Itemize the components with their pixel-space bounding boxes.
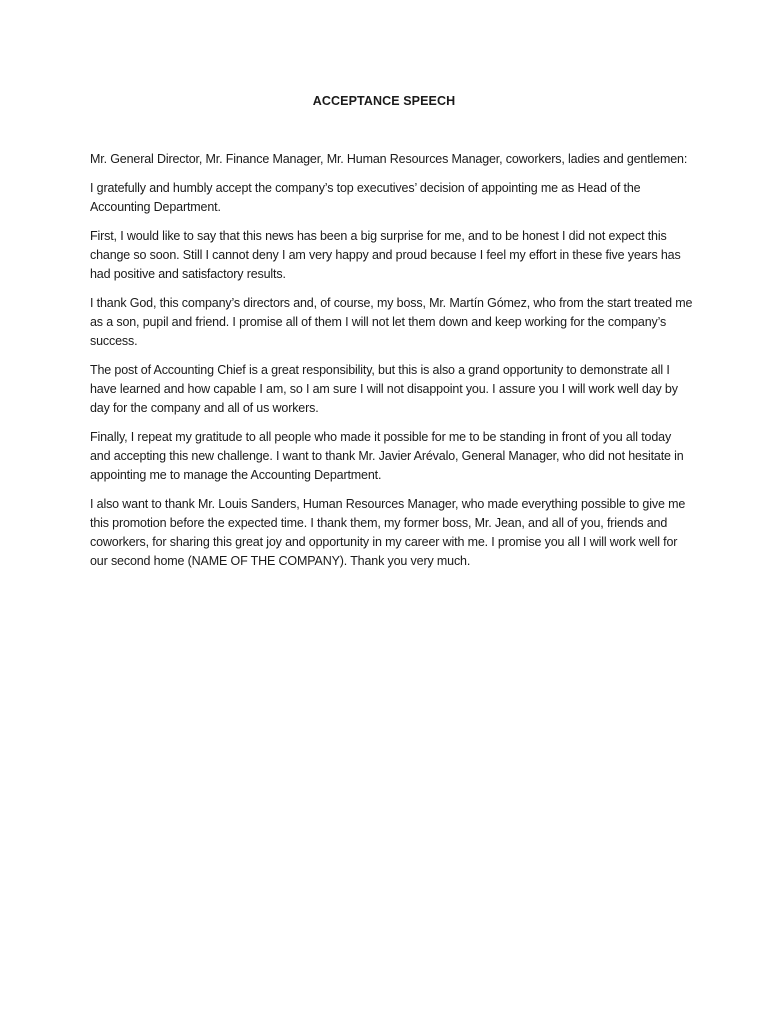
paragraph-surprise: First, I would like to say that this news has been a big surprise for me, and to be honest I did not expect this change so soon. Still I cannot deny I am very happy and proud because I feel my effort in these five years has had positive and satisfactory results.: [90, 229, 681, 281]
paragraph-responsibility: The post of Accounting Chief is a great responsibility, but this is also a grand opportunity to demonstrate all I have learned and how capable I am, so I am sure I will not disappoint you. I assure you I will work well day by day for the company and all of us workers.: [90, 363, 678, 415]
paragraph-gratitude: Finally, I repeat my gratitude to all people who made it possible for me to be standing in front of you all today and accepting this new challenge. I want to thank Mr. Javier Arévalo, General Manager, who did not hesitate in appointing me to manage the Accounting Department.: [90, 430, 684, 482]
paragraph-closing: I also want to thank Mr. Louis Sanders, Human Resources Manager, who made everything possible to give me this promotion before the expected time. I thank them, my former boss, Mr. Jean, and all of you, friends and coworkers, for sharing this great joy and opportunity in my career with me. I promise you all I will work well for our second home (NAME OF THE COMPANY). Thank you very much.: [90, 497, 686, 568]
paragraph-acceptance: I gratefully and humbly accept the company’s top executives’ decision of appointing me as Head of the Accounting Department.: [90, 181, 641, 214]
document-body: [90, 150, 694, 581]
paragraph-salutation: Mr. General Director, Mr. Finance Manager, Mr. Human Resources Manager, coworkers, ladies and gentlemen:: [90, 152, 688, 166]
paragraph-thanks-boss: I thank God, this company’s directors and, of course, my boss, Mr. Martín Gómez, who from the start treated me as a son, pupil and friend. I promise all of them I will not let them down and keep working for the company’s success.: [90, 296, 693, 348]
document-title: ACCEPTANCE SPEECH: [312, 94, 456, 108]
